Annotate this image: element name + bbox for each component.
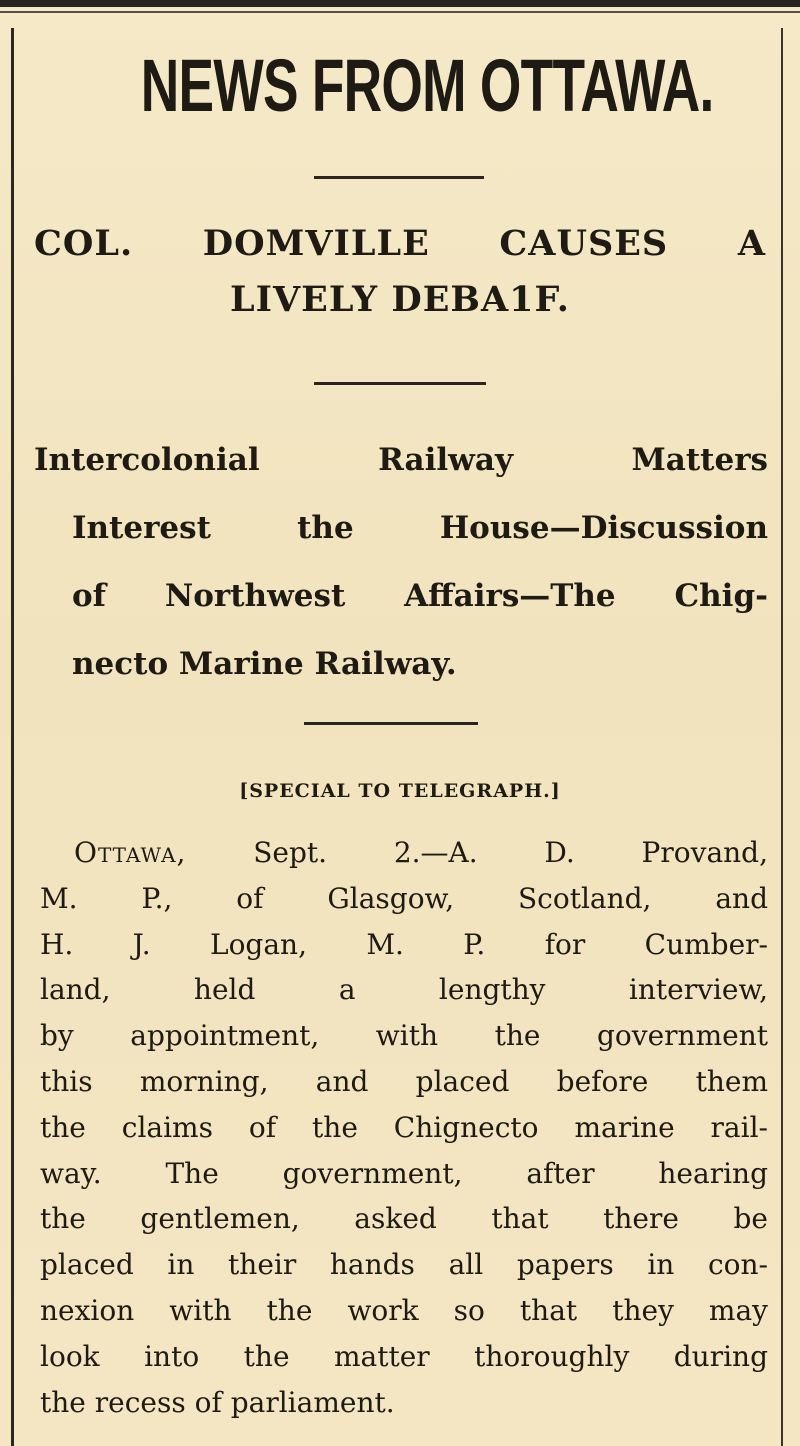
article-line-text: Sept. 2.—A. D. Provand,: [186, 836, 768, 869]
headline: NEWS FROM OTTAWA.: [140, 44, 714, 127]
article-line: by appointment, with the government: [40, 1019, 768, 1053]
article-line: placed in their hands all papers in con-: [40, 1248, 768, 1282]
secondary-deck-line-2: Interest the House—Discussion: [72, 510, 768, 546]
article-line: [40, 830, 768, 876]
secondary-deck-line-1: Intercolonial Railway Matters: [34, 442, 768, 478]
column-rule-right: [781, 28, 783, 1446]
article-line: the gentlemen, asked that there be: [40, 1202, 768, 1236]
article-line: nexion with the work so that they may: [40, 1293, 768, 1327]
article-line: H. J. Logan, M. P. for Cumber-: [40, 927, 768, 961]
section-divider: [304, 722, 478, 725]
article-line: way. The government, after hearing: [40, 1156, 768, 1190]
column-rule-left: [11, 28, 14, 1446]
article-line: this morning, and placed before them: [40, 1064, 768, 1098]
article-place: Ottawa,: [74, 836, 187, 869]
article-line: land, held a lengthy interview,: [40, 973, 768, 1007]
secondary-deck: [34, 426, 768, 698]
primary-deck: [34, 216, 766, 328]
deck-divider: [314, 382, 486, 385]
top-rule-thin: [0, 11, 800, 13]
secondary-deck-line-3: of Northwest Affairs—The Chig-: [72, 578, 768, 614]
primary-deck-line-2: LIVELY DEBA1F.: [230, 279, 570, 320]
primary-deck-line-1: COL. DOMVILLE CAUSES A: [34, 223, 766, 264]
headline-divider: [314, 176, 484, 179]
dateline-label: [SPECIAL TO TELEGRAPH.]: [239, 780, 561, 802]
article-line: the recess of parliament.: [40, 1385, 395, 1419]
article-line: M. P., of Glasgow, Scotland, and: [40, 881, 768, 915]
article-line: the claims of the Chignecto marine rail-: [40, 1110, 768, 1144]
secondary-deck-line-4: necto Marine Railway.: [72, 646, 457, 682]
top-rule: [0, 0, 800, 7]
article-line: look into the matter thoroughly during: [40, 1339, 768, 1373]
article-body: [40, 830, 768, 1425]
